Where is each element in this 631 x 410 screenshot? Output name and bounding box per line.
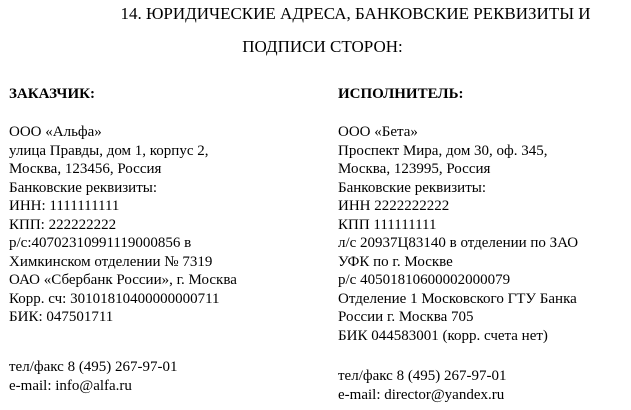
contractor-line: ИНН 2222222222 [338, 198, 450, 214]
contractor-contacts [338, 367, 507, 404]
customer-line: КПП: 222222222 [9, 216, 117, 233]
contractor-line: Москва, 123995, Россия [338, 161, 491, 177]
customer-line: улица Правды, дом 1, корпус 2, [9, 142, 209, 159]
contractor-line: КПП 111111111 [338, 216, 437, 233]
contractor-line: Отделение 1 Московского ГТУ Банка [338, 290, 577, 307]
customer-line: Химкинском отделении № 7319 [9, 253, 213, 270]
contractor-heading: ИСПОЛНИТЕЛЬ: [338, 86, 464, 102]
contractor-line: России г. Москва 705 [338, 309, 474, 325]
customer-line: ИНН: 1111111111 [9, 198, 120, 214]
contractor-details [338, 123, 578, 345]
section-title-line1: 14. ЮРИДИЧЕСКИЕ АДРЕСА, БАНКОВСКИЕ РЕКВИЗИТЫ И [120, 4, 591, 23]
customer-details [9, 123, 237, 327]
contractor-line: р/с 40501810600002000079 [338, 272, 511, 288]
contractor-line: л/с 20937Ц83140 в отделении по ЗАО [338, 235, 579, 251]
contractor-line: Проспект Мира, дом 30, оф. 345, [338, 142, 548, 159]
contractor-email: e-mail: director@yandex.ru [338, 386, 505, 403]
customer-email: e-mail: info@alfa.ru [9, 377, 132, 394]
customer-line: БИК: 047501711 [9, 309, 114, 325]
customer-contacts [9, 358, 178, 395]
contractor-line: БИК 044583001 (корр. счета нет) [338, 327, 548, 344]
customer-line: ОАО «Сбербанк России», г. Москва [9, 272, 237, 288]
contractor-phone: тел/факс 8 (495) 267-97-01 [338, 368, 507, 384]
customer-line: Москва, 123456, Россия [9, 161, 162, 177]
contractor-line: УФК по г. Москве [338, 253, 453, 270]
customer-line: Банковские реквизиты: [9, 179, 158, 196]
customer-line: Корр. сч: 30101810400000000711 [9, 290, 220, 307]
customer-line: ООО «Альфа» [9, 124, 102, 140]
customer-phone: тел/факс 8 (495) 267-97-01 [9, 359, 178, 375]
customer-line: р/с:40702310991119000856 в [9, 235, 192, 251]
section-title-line2: ПОДПИСИ СТОРОН: [242, 37, 403, 56]
contractor-line: ООО «Бета» [338, 124, 418, 140]
customer-heading: ЗАКАЗЧИК: [9, 86, 95, 102]
contractor-line: Банковские реквизиты: [338, 179, 487, 196]
